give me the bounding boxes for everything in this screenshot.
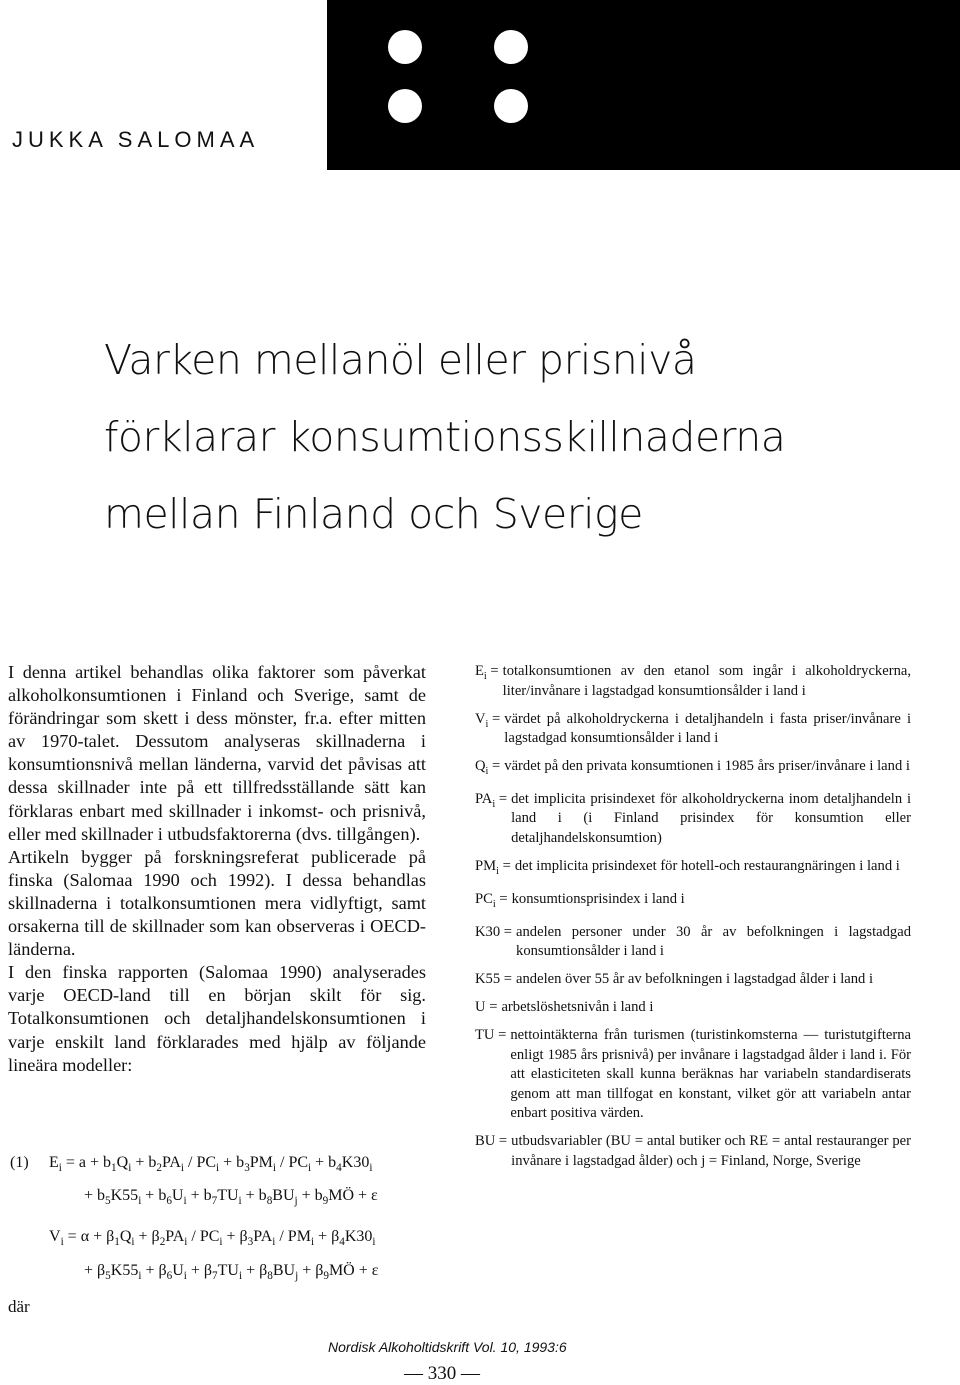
definition-text: konsumtionsprisindex i land i [511, 890, 685, 907]
body-paragraph: Artikeln bygger på forskningsreferat publicerade på finska (Salomaa 1990 och 1992). I dessa behandlas skillnaderna i totalkonsumtionen mera vidlyftigt, samt orsakerna till de skillnader som kan observeras i OECD-länderna. [8, 846, 426, 960]
definition-text: värdet på den privata konsumtionen i 1985 års priser/invånare i land i [504, 758, 910, 774]
equation-line: + $\beta_5K55_i + \beta_6U_i + \beta_7TU_i + \beta_8BU_j$ + $\beta_9MÖ + \varepsilon$ [84, 1262, 379, 1283]
dot-icon [494, 89, 528, 123]
definition-text: det implicita prisindexet för alkoholdryckerna inom detaljhandeln i land i (i Finland prisindex för konsumtion eller detaljhandelskonsumtion) [511, 790, 911, 846]
definition-symbol: U = [475, 999, 498, 1016]
equation-number: (1) [10, 1154, 29, 1171]
title-line: förklarar konsumtionsskillnaderna [104, 413, 786, 461]
definition-symbol: $E_i$ = [475, 663, 499, 682]
definition-item [475, 970, 911, 990]
title-line: mellan Finland och Sverige [104, 490, 643, 538]
definition-item [475, 1026, 911, 1124]
definition-symbol: $PA_i$ = [475, 790, 508, 810]
equation-line: $E_i = a + b_1Q_i + b_2PA_i / PC_i + b_3PM_i / PC_i + b_4K30_i$ [49, 1154, 373, 1175]
body-paragraph: I den finska rapporten (Salomaa 1990) analyserades varje OECD-land till en början skilt för sig. Totalkonsumtionen och detaljhandelskonsumtionen i varje enskilt land förklarades med hjälp av följande lineära modeller: [8, 962, 426, 1075]
definition-symbol: K30 = [475, 923, 513, 940]
where-label: där [8, 1297, 30, 1316]
dot-icon [494, 30, 528, 64]
definition-text: andelen personer under 30 år av befolkningen i lagstadgad konsumtionsålder i land i [516, 923, 911, 960]
definition-symbol: $PC_i$ = [475, 890, 508, 910]
definition-symbol: $PM_i$ = [475, 857, 511, 877]
definition-item [475, 757, 911, 781]
article-title [104, 322, 924, 553]
definition-symbol: $V_i$ = [475, 710, 501, 730]
definition-symbol: BU = [475, 1133, 508, 1150]
title-line: Varken mellanöl eller prisnivå [104, 336, 697, 384]
definition-item [475, 710, 911, 749]
author-name: JUKKA SALOMAA [12, 127, 260, 152]
definitions-list [475, 662, 911, 1180]
definition-item [475, 790, 911, 849]
dot-icon [388, 89, 422, 123]
dot-icon [388, 30, 422, 64]
definition-text: andelen över 55 år av befolkningen i lagstadgad ålder i land i [516, 971, 874, 988]
page-number: — 330 — [404, 1363, 480, 1384]
definition-symbol: $Q_i$ = [475, 758, 501, 777]
definition-item [475, 1132, 911, 1171]
definition-text: värdet på alkoholdryckerna i detaljhandeln i fasta priser/invånare i lagstadgad konsumtionsålder i land i [504, 710, 911, 746]
decorative-black-block [327, 0, 960, 170]
definition-text: nettointäkterna från turismen (turistinkomsterna — turistutgifterna enligt 1985 års prisnivå) per invånare i lagstadgad ålder i land i. För att elasticiteten skall kunna beräknas har variabeln standardiserats genom att man tillfogat en konstant, vilket gör att variabeln antar enbart positiva värden. [510, 1027, 911, 1122]
definition-symbol: TU = [475, 1027, 507, 1044]
definition-text: utbudsvariabler (BU = antal butiker och RE = antal restauranger per invånare i lagstadgad ålder) och j = Finland, Norge, Sverige [511, 1133, 911, 1169]
definition-text: totalkonsumtionen av den etanol som ingår i alkoholdryckerna, liter/invånare i lagstadgad konsumtionsålder i land i [502, 663, 911, 699]
definition-item [475, 890, 911, 914]
journal-citation: Nordisk Alkoholtidskrift Vol. 10, 1993:6 [328, 1339, 567, 1355]
definition-item [475, 998, 911, 1018]
definition-item [475, 923, 911, 962]
definition-item [475, 662, 911, 701]
body-paragraph: I denna artikel behandlas olika faktorer som påverkat alkoholkonsumtionen i Finland och Sverige, samt de förändringar som skett i dess mönster, fr.a. efter mitten av 1970-talet. Dessutom analyseras skillnaderna i konsumtionsnivå mellan länderna, varvid det påvisas att dessa skillnader inte på ett tillfredsställande sätt kan förklaras enbart med skillnader i inkomst- och prisnivå, eller med skillnader i utbudsfaktorerna (dvs. tillgången). [8, 662, 426, 844]
definition-text: arbetslöshetsnivån i land i [501, 999, 654, 1016]
body-text-column [8, 661, 426, 1077]
equation-line: $V_i = \alpha + \beta_1Q_i + \beta_2PA_i / PC_i + \beta_3PA_i / PM_i + \beta_4K30_i$ [49, 1228, 376, 1249]
definition-item [475, 857, 911, 881]
definition-symbol: K55 = [475, 971, 513, 988]
equation-line: + $b_5K55_i + b_6U_i + b_7TU_i + b_8BU_j$ + $b_9MÖ + \varepsilon$ [84, 1187, 378, 1208]
definition-text: det implicita prisindexet för hotell-och restaurangnäringen i land i [514, 857, 900, 874]
